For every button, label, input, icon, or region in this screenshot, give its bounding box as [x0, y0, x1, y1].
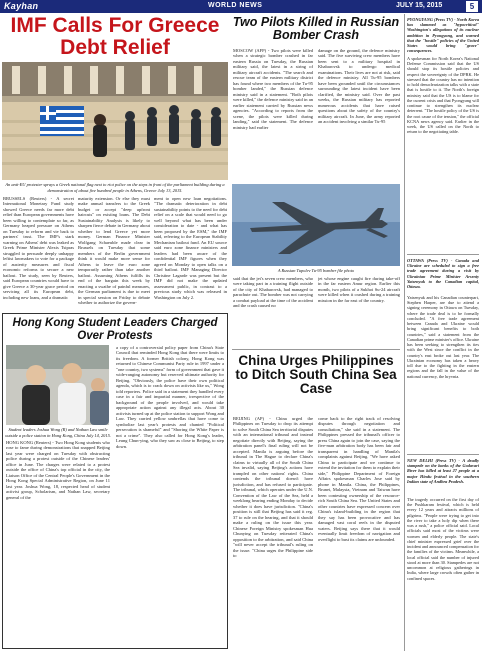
pilots-body-2: damage on the ground, the defence ministry said. The five surviving crew members have been sent to a military hospital in Khabarovsk to undergo medical examinations. Their lives are not at risk, said the defence ministry. All Tu-95 bombers have been grounded until the circumstances surrounding the latest incident have been clarified, the ministry said. Over the past weeks, the Russian military has reported numerous accidents that have raised questions about the safety of the country's military aircraft. In June, the army reported an accident involving a similar Tu-95	[318, 48, 400, 125]
imf-photo-caption: An anti-EU protester sprays a Greek national flag next to riot police on the steps in front of the parliament building during a demonstration of about five hundred people in Athens, Greece July 13, 2015.	[5, 182, 225, 193]
imf-body-2: maturity extension. Or else they must make annual transfers to the Greek budget or accept "deep upfront haircuts" on existing loans. The Debt Sustainability Analysis is likely to sharpen fierce debate in Germany about whether to lend Greece yet more money. German Finance Minister Wolfgang Schaeuble made clear in Brussels on Tuesday that some members of the Berlin government think it would make more sense for Athens to leave the euro zone temporarily rather than take another bailout. Assuming Athens fulfills its end of the bargain this week by enacting a swathe of painful measures, the German parliament is due to meet in special session on Friday to debate whether to authorize the govern-	[78, 196, 150, 306]
issue-date: JULY 15, 2015	[396, 2, 443, 9]
hk-column-2	[116, 345, 224, 646]
newspaper-logo: Kayhan	[4, 1, 39, 11]
imf-column-1	[3, 196, 74, 308]
hk-headline: Hong Kong Student Leaders Charged Over Protests	[12, 317, 218, 342]
imf-body-1: BRUSSELS (Reuters) - A secret International Monetary Fund study showed Greece needs far more debt relief than European governments have been willing to contemplate so far, as Germany heaped pressure on Athens on Tuesday to reform and vie back to partners' trust. The IMF's stark warning on Athens' debt was leaked as Greek Prime Minister Alexis Tsipras struggled to persuade deeply unhappy leftist lawmakers to vote for a package of austerity measures and fiscal economic reforms to secure a new bailout. The study, seen by Reuters, said European countries would have to give Greece a 30-year grace period on servicing all its European debt, including new loans, and a dramatic	[3, 196, 74, 300]
masthead	[0, 0, 482, 13]
brief-1-body: A spokesman for North Korea's National Defense Commission said that the US should stop its hostile policies and respect the sovereignty of the DPRK. He stressed that the country has no intention to hold denuclearization talks with a state that is hostile to it. The North's foreign ministry said that the US is to blame for the current crisis and that Pyongyang will continue to strengthen its nuclear deterrent. "The hostile policy of the US is the root cause of the tension," the official KCNA news agency said. Earlier in the week, the US called on the North to return to the negotiating table.	[407, 56, 479, 135]
brief-2-body: Yatsenyuk and his Canadian counterpart, Stephen Harper, are due to attend a signing ceremony in Ottawa on Tuesday, where the trade deal is to be formally concluded. "A free trade agreement between Canada and Ukraine would bring significant benefits to both countries," said a statement from the Canadian prime minister's office. Ukraine has been seeking to strengthen its ties with the West since the conflict in the country's east broke out last year. The Ukrainian economy has taken a heavy toll due to the fighting in the eastern regions and the fall in the value of the national currency, the hryvnia.	[407, 295, 479, 379]
section-title: WORLD NEWS	[208, 2, 263, 9]
pilots-body-3: said that the jet's seven crew members, who were taking part in a training flight outside of the city of Khabarovsk, had managed to parachute out. The bomber was not carrying a combat payload at the time of the accident and the crash caused no	[233, 276, 313, 309]
imf-column-2	[78, 196, 150, 308]
hk-photo-caption: Student leaders Joshua Wong (R) and Nathan Law smile outside a police station in Hong Kong, China July 14, 2015.	[5, 427, 111, 438]
pilots-headline: Two Pilots Killed in Russian Bomber Crash	[232, 15, 400, 43]
pilots-column-1	[233, 48, 313, 180]
athens-protest-photo	[2, 62, 228, 180]
pilots-column-4	[318, 276, 400, 346]
brief-3-lead: NEW DELHI (Press TV) - A deadly stampede on the banks of the Godavari River has killed at least 27 people at a major Hindu festival in the southern Indian state of Andhra Pradesh.	[407, 458, 479, 484]
brief-1-lead: PYONGYANG (Press TV) - North Korea has slammed as "hypocritical" Washington's allegations of its nuclear ambition in Pyongyang, and warned that the "hostile" policies of the United States would bring "grave" consequences.	[407, 17, 479, 54]
china-column-1	[233, 416, 313, 648]
page-number: 5	[466, 1, 478, 12]
china-body-1: BEIJING (AP) - China urged the Philippines on Tuesday to drop its attempt to solve South China Sea territorial disputes with an international tribunal and instead negotiate directly with Beijing, saying the arbitration panel's final ruling will not be accepted. Manila is arguing before the tribunal in The Hague to declare China's claims to virtually all of the South China Sea invalid, saying Beijing's actions have trampled on other nations' rights. China contends the tribunal doesn't have jurisdiction, and has refused to participate. The tribunal, which operates under the U.N. Convention of the Law of the Sea, held a weeklong hearing ending Monday to decide whether it does have jurisdiction. "China's position is still that Beijing has said it reg. 37 to rule on the hearing, and that it should make a ruling on the issue this year. Chinese Foreign Ministry spokesman Hua Chunying on Tuesday reiterated China's opposition to the arbitration, and said China "will never accept the tribunal's ruling on the issue. "China urges the Philippine side to	[233, 416, 313, 559]
hk-column-1	[6, 440, 110, 646]
imf-headline: IMF Calls For Greece Debt Relief	[10, 14, 220, 60]
imf-body-3: ment to open new loan negotiations. "The dramatic deterioration in debt sustainability points to the need for debt relief on a scale that would need to go well beyond what has been under consideration to date - and what has been proposed by the ESM," the IMF said, referring to the European Stability Mechanism bailout fund. An EU source said euro zone finance ministers and leaders had been aware of the confidential IMF figures when they agreed on Monday to open talks on a third bailout. IMF Managing Director Christine Lagarde was present but the IMF did not make the updated assessment public, in contrast to a previous study which was released in Washington on July 2.	[154, 196, 227, 300]
tu95-bomber-photo	[232, 184, 400, 266]
imf-column-3	[154, 196, 227, 308]
brief-divider-1	[407, 254, 479, 255]
brief-divider-2	[407, 454, 479, 455]
section-divider	[232, 349, 400, 350]
china-headline: China Urges Philippines to Ditch South China Sea Case	[235, 353, 397, 397]
hk-body-2: a copy of a controversial policy paper from China's State Council that reminded Hong Kong that there were limits to its freedom. A former British colony, Hong Kong was returned to Chinese Communist Party rule in 1997 under a "one country, two systems" form of government that gave it wide-ranging autonomy but reserved ultimate authority for Beijing. "Obviously, the police have their own political agenda, which is to crack down on activists like us," Wong told reporters. Police said in a statement they handled every case in a fair and impartial manner, irrespective of the background of the people involved, and would take appropriate action against any illegal acts. About 30 activists turned up at the police station to support Wong and Law. They carried yellow umbrellas that have come to symbolize last year's protests and chanted "Political persecution is shameful" and "Shoring the White Paper is not a crime". They also called for Hong Kong's leader, Leung Chun-ying, who they saw as close to Beijing, to step down.	[116, 345, 224, 449]
hk-body-1: HONG KONG (Reuters) - Two Hong Kong students who rose to fame during demonstrations that snapped Beijing last year were charged on Tuesday with obstructing police during a protest outside of the Chinese leaders' office in June. The charges were related to a protest outside the office of China's top official in the city, the Liaison Office of the Central People's Government in the Hong Kong Special Administrative Region, on June 11 last year. Joshua Wong, 18, respected head of student activist group, Scholarism, and Nathan Law, secretary general of the	[6, 440, 110, 500]
hk-students-photo	[6, 345, 109, 425]
pilots-column-2	[318, 48, 400, 180]
china-body-2: come back to the right track of resolving disputes through negotiation and consultation," she said in a statement. The Philippines pressed the tribunal's officer to press China again to join the case, saying the five-man arbitration body has been fair and transparent in handling of Manila's complaints against Beijing. "We have asked China to participate and we continue to extend the invitation for them to explain their side," Philippine Department of Foreign Affairs spokesman Charles Jose said by phone in Manila. China, the Philippines, Brunei, Malaysia, Vietnam and Taiwan have been contesting ownership of the resource-rich South China Sea. The United States and other countries have expressed concern over China's island-building in the region that they say has been provocative and has damaged vast coral reefs in the disputed waters. Beijing says there that it would eventually limit freedom of navigation and overflight to bust its claims are unfounded.	[318, 416, 400, 542]
pilots-body-1: MOSCOW (AFP) - Two pilots were killed when a strategic bomber crashed in far eastern Russia on Tuesday, the Russian military said, the latest in a string of military aircraft accidents. "The search and rescue team of the eastern military district has found where two members of the Tu-95 bomber landed," the Russian defence ministry said in a statement. "Both pilots were killed," the defence ministry said in an earlier statement carried by Russian news agencies. "According to reports from the scene, the pilots were killed during landing," said the statement. The defence ministry had earlier	[233, 48, 313, 130]
china-column-2	[318, 416, 400, 648]
bomber-photo-caption: A Russian Tupolev Tu-95 bomber file photo	[277, 268, 355, 273]
pilots-body-4: jet whose engine caught fire during take-off in the far eastern Amur region. Earlier this month, two pilots of a Sukhoi Su-24 aircraft were killed when it crashed during a training mission in the far east of the country.	[318, 276, 400, 303]
brief-3-body: The tragedy occurred on the first day of the Pushkaram festival, which is held every 12 years and attracts millions of pilgrims. "People were trying to get into the river to take a holy dip when there was a rush," a police official said. Local officials said most of the victims were women and elderly people. The state's chief minister expressed grief over the incident and announced compensation for the families of the victims. Meanwhile, a local official said the number of injured stood at more than 30. Stampedes are not uncommon at religious gatherings in India, where large crowds often gather in confined spaces.	[407, 497, 479, 581]
pilots-column-3	[233, 276, 313, 346]
brief-2-lead: OTTAWA (Press TV) - Canada and Ukraine are scheduled to sign a free trade agreement during a visit by Ukrainian Prime Minister Arseniy Yatsenyuk to the Canadian capital, Ottawa.	[407, 258, 479, 290]
